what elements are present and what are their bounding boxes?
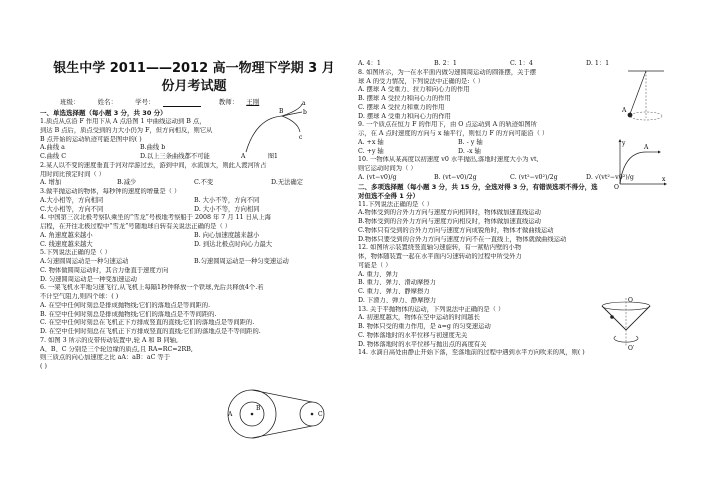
fig9-label: O [614, 184, 619, 190]
fig3-belt-top [252, 390, 312, 402]
q6-option[interactable]: C. 在空中任何时刻总在飞机正下方排成竖直的直线;它们的落地点是等间距的. [40, 319, 255, 327]
q12-line: 体，物体随装置一起在水平面内匀速转动的过程中所受外力 [358, 253, 522, 260]
q3-options-row [40, 197, 348, 206]
q1-line: B 点开始的运动轨迹可能是图中的( ) [40, 135, 142, 143]
fig1-label: b [303, 109, 307, 116]
q5-option[interactable]: A.匀速圆周运动是一种匀速运动 [40, 258, 129, 265]
q11-option[interactable]: C.物体只有受到的合外力方向与速度方向成锐角时，物体才做曲线运动 [358, 226, 554, 234]
q9-option[interactable]: A. +x 轴 [358, 138, 384, 146]
fig8-string [630, 71, 646, 114]
q10-option[interactable]: D. √(vt²−v0²)/g [586, 173, 634, 181]
q8-line: 8. 如图所示，为一在水平面内做匀速圆周运动的圆锥摆，关于摆 [358, 68, 537, 76]
fig1-label: B [279, 108, 284, 115]
q3-line: 3.做平抛运动的物体，每秒钟的速度的增量是（ ） [40, 188, 181, 195]
q2-options-row [40, 179, 348, 188]
q5-option[interactable]: C. 物体做圆周运动时，其合力垂直于速度方向 [40, 266, 169, 274]
q2-option[interactable]: A. 增加 [40, 179, 62, 187]
q3-option[interactable]: D. 大小不等，方向相同 [194, 205, 260, 213]
fig3-axle-ab [251, 413, 254, 416]
question-4 [40, 214, 348, 249]
q9-line: 示，在 A 点时速度的方向与 x 轴平行，则恒力 F 的方向可能沿（ ） [358, 130, 549, 137]
section-2-heading: 二、多项选择题（每小题 3 分，共 15 分，全选对得 3 分，有错误选项不得分，选 [358, 182, 598, 191]
q13-option[interactable]: B. 物体只受的重力作用，是 a=g 的匀变速运动 [358, 323, 491, 330]
q7-line: ( ) [40, 363, 47, 370]
q12-option[interactable]: B. 重力、弹力、滑动摩擦力 [358, 279, 436, 287]
q6-option[interactable]: A. 在空中任何时刻总是排成抛物线;它们的落地点是等间距的. [40, 301, 211, 309]
teacher-name: 王刚 [246, 98, 260, 106]
q8-option[interactable]: A. 摆球 A 受重力、拉力和向心力的作用 [358, 86, 470, 94]
question-2 [40, 162, 348, 188]
title-line-1: 银生中学 2011——2012 高一物理下学期 3 月 [53, 61, 335, 76]
q9-line: 9. 一个质点在恒力 F 的作用下，由 O 点运动到 A 的轨迹如图所 [358, 121, 537, 129]
figure-8-conical-pendulum [620, 68, 670, 132]
q3-option[interactable]: B. 大小不等，方向不同 [194, 196, 260, 204]
q10-option[interactable]: C. (vt²−v0²)/2g [510, 173, 558, 181]
fig12-label: O [628, 297, 633, 304]
question-5 [40, 249, 348, 284]
fig9-label: A [644, 144, 649, 151]
q12-line: 可能是（ ） [358, 261, 392, 269]
fig8-label: A [622, 107, 627, 114]
q5-option[interactable]: D. 匀速圆周运动是一种变加速运动 [40, 275, 137, 283]
fig1-curve-b [282, 112, 302, 116]
fig9-label: y [622, 140, 626, 147]
q12-option[interactable]: D. 下滑力、弹力、静摩擦力 [358, 296, 437, 304]
q9-options-row [358, 148, 558, 157]
q4-options-row [40, 232, 348, 241]
q3-option[interactable]: A.大小相等，方向相同 [40, 196, 104, 204]
q6-line: 不计空气阻力,则四个球：( ) [40, 293, 119, 300]
q1-option[interactable]: B.曲线 b [140, 144, 166, 152]
fig9-label: x [662, 176, 666, 183]
q4-line: 启程，在开往北极过程中“雪龙”号随地球自转有关说法正确的是（ ） [40, 223, 232, 230]
fig1-curve-c [282, 116, 300, 132]
q1-option[interactable]: D.以上三条曲线都不可能 [140, 153, 210, 160]
q8-line: 球 A 的受力情况，下列说法中正确的是:（ ） [358, 77, 485, 85]
q1-line: 1.质点从点沿 F 作用下从 A 点沿图 1 中曲线运动到 B 点， [40, 118, 206, 125]
q12-option[interactable]: C. 重力、弹力、静摩擦力 [358, 288, 430, 295]
q11-option[interactable]: A.物体受到的合外力方向与速度方向相同时，物体做加速直线运动 [358, 209, 541, 217]
fig12-object [610, 315, 614, 319]
q10-option[interactable]: A. (vt−v0)/g [358, 173, 397, 181]
q10-line: 则它运动时间为（ ） [358, 165, 417, 172]
q2-line: 用时间比预定时间（ ） [40, 170, 105, 178]
q4-options-row [40, 241, 348, 250]
fig1-caption: 图1 [268, 153, 278, 160]
fig3-label: C [318, 411, 323, 418]
q6-line: 6. 一架飞机水平地匀速飞行,从飞机上每隔1秒钟释放一个铁球,先后共释放4个.若 [40, 284, 264, 292]
q9-option[interactable]: D. -x 轴 [458, 147, 481, 155]
q8-option[interactable]: B. 摆球 A 受拉力和向心力的作用 [358, 95, 451, 102]
q13-line: 13. 关于平抛物体的运动，下列说法中正确的是（ ） [358, 305, 505, 313]
q13-option[interactable]: A. 初速度越大，物体在空中运动的时间越长 [358, 314, 480, 322]
q1-options-row [40, 144, 240, 153]
fig9-path [620, 152, 646, 184]
q3-option[interactable]: C.大小相等，方向不同 [40, 205, 104, 213]
q1-option[interactable]: C.曲线 C [40, 153, 67, 160]
question-7 [40, 337, 348, 372]
q7-line: A、B、C 分别是三个轮边缘的质点,且 RA=RC=2RB, [40, 345, 193, 353]
q2-option[interactable]: B.减少 [117, 179, 137, 187]
figure-9-trajectory [612, 138, 668, 190]
fig12-label: O′ [628, 345, 635, 352]
q9-option[interactable]: B. - y 轴 [458, 138, 483, 146]
fig3-label: B [256, 405, 261, 412]
section-1-heading: 一、单选选择题（每小题 3 分，共 30 分） [40, 109, 167, 117]
q9-options-row [358, 139, 558, 148]
q12-line: 12. 如图所示装置绕竖直轴匀速旋转，有一紧贴内壁的小物 [358, 244, 522, 252]
question-11 [358, 201, 662, 245]
title-line-2: 份月考试题 [161, 79, 227, 94]
figure-1 [238, 100, 308, 162]
q4-option[interactable]: A. 角速度越来越小 [40, 231, 93, 239]
class-label: 班级： [60, 98, 80, 106]
q4-option[interactable]: B. 向心加速度越来越小 [194, 231, 260, 239]
fig3-axle-c [311, 413, 314, 416]
q7-line: 则三质点的向心加速度之比 aA：aB：aC 等于 [40, 354, 171, 362]
question-3 [40, 188, 348, 214]
q6-option[interactable]: D. 在空中任何时刻总在飞机正下方排成竖直的直线;它们的落地点是不等间距的. [40, 328, 261, 335]
fig1-label: c [299, 134, 303, 141]
q7-option[interactable]: D. 1：1 [586, 60, 610, 67]
q3-options-row [40, 206, 348, 215]
q8-option[interactable]: D. 摆球 A 受重力和向心力的作用 [358, 112, 451, 120]
q1-option[interactable]: A.曲线 a [40, 144, 65, 152]
q8-option[interactable]: C. 摆球 A 受拉力和重力的作用 [358, 103, 445, 111]
q4-option[interactable]: C. 线速度越来越大 [40, 240, 93, 248]
question-6 [40, 284, 348, 337]
q10-option[interactable]: B. (vt−v0)/2g [434, 173, 477, 181]
q11-option[interactable]: B.物体受到的合外力方向与速度方向相反时，物体做加速直线运动 [358, 218, 541, 225]
q1-line: 到达 B 点后，质点受到的力大小仍为 F，但方向相反，则它从 [40, 126, 213, 134]
q13-option[interactable]: C. 物体落地时的水平位移与初速度无关 [358, 331, 468, 339]
fig1-path-ab [246, 116, 282, 152]
question-8 [358, 69, 662, 122]
figure-3-belt-drive [220, 386, 338, 442]
name-label: 姓名： [97, 98, 118, 106]
q6-option[interactable]: B. 在空中任何时刻总是排成抛物线;它们的落地点是不等间距的. [40, 310, 217, 318]
fig1-label: A [241, 153, 246, 160]
q11-line: 11.下列说法正确的是（ ） [358, 200, 433, 208]
q5-line: 5.下列说法正确的是（ ） [40, 249, 111, 257]
q2-line: 2.某人以不变的速度垂直于河对岸游过去，游到中间，水流加大，则此人渡河所占 [40, 161, 267, 169]
q9-option[interactable]: C. +y 轴 [358, 147, 384, 155]
fig3-label: A [228, 411, 233, 418]
q7-options-row [358, 60, 662, 69]
q11-option[interactable]: D.物体只要受到的合外力方向与速度方向不在一直线上，物体就做曲线运动 [358, 235, 567, 243]
q2-option[interactable]: D.无法确定 [271, 179, 304, 187]
fig3-belt-bottom [252, 426, 312, 438]
q14-line: 14. 水滴自高处由静止开始下落，至落地前的过程中遇到水平方向吹来的风，则( ) [358, 349, 585, 357]
q7-option[interactable]: C. 1：4 [510, 60, 533, 67]
q7-option[interactable]: A. 4：1 [358, 60, 381, 67]
fig1-label: a [302, 100, 306, 107]
q7-line: 7. 如图 3 所示的皮带传动装置中,轮 A 和 B 同轴, [40, 336, 178, 344]
fig8-ball [628, 113, 633, 118]
figure-12-rotating-device [592, 296, 660, 352]
student-id-blank[interactable] [163, 106, 201, 107]
q4-option[interactable]: D. 到达北极点时向心力最大 [194, 240, 273, 248]
q5-option[interactable]: B.匀速圆周运动是一种匀变速运动 [194, 258, 289, 265]
teacher-label: 教师： 王刚 [218, 98, 260, 106]
q13-option[interactable]: D. 物体落地时的水平位移与抛出点的高度有关 [358, 340, 487, 348]
q10-line: 10. 一物体从某高度以初速度 v0 水平抛出,落地时速度大小为 vt, [358, 156, 539, 164]
q1-options-row [40, 153, 240, 162]
q4-line: 4. 中国第三次北极考察队乘坐的“雪龙”号极地考察船于 2008 年 7 月 11 日从上海 [40, 214, 271, 222]
q7-option[interactable]: B. 2：1 [434, 60, 457, 67]
fig9-velocity-arrow [658, 151, 661, 154]
q2-option[interactable]: C.不变 [194, 179, 214, 187]
section-2-heading: 对但选不全得 1 分） [358, 191, 420, 200]
q5-options-row [40, 258, 348, 267]
student-id-label: 学号： [135, 98, 209, 106]
q12-option[interactable]: A. 重力、弹力 [358, 270, 399, 278]
